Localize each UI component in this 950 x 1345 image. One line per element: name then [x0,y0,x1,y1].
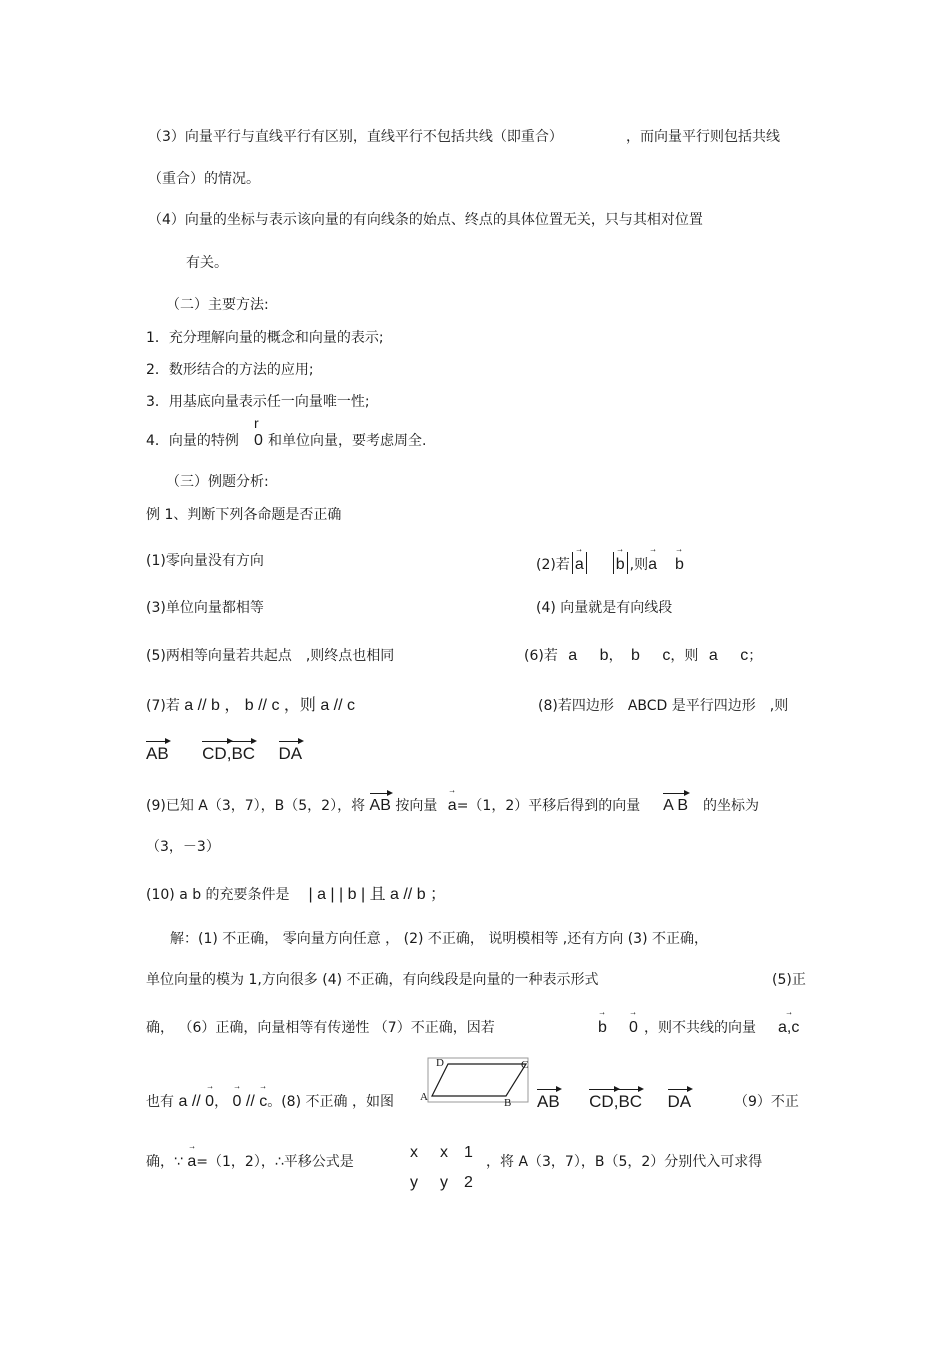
parallelogram-figure [418,1054,536,1110]
vertex-label-B: B [504,1097,512,1109]
q9-pre: (9)已知 A（3，7），B（5，2），将 [146,798,366,814]
l5-pre: 确，∵ [146,1154,183,1170]
zero-vector: 0 [254,432,263,449]
var-c: c [740,647,749,664]
paragraph-3 [148,128,563,146]
var-b: b [599,647,609,664]
method-4-pre: 4．向量的特例 [146,433,239,449]
question-2 [536,552,684,574]
var-c: c [662,647,671,664]
vector-a: → a [575,556,584,574]
question-7 [146,697,355,715]
vector-b [598,1019,607,1037]
abs-bar [627,552,628,574]
question-10 [146,886,446,904]
abs-bar [586,552,587,574]
q2-pre: (2)若 [536,557,570,573]
var-a: a [178,1093,188,1110]
question-8-formula [146,745,302,763]
vector-b-glyph: → b [598,1019,607,1037]
zero-vector-mark: r [254,415,259,431]
q2-mid: ,则 [629,557,649,573]
question-9-answer: （3，－3） [146,839,220,855]
vector-DA: DA [278,744,303,763]
solution-line-3-b: ，则不共线的向量 [644,1020,756,1036]
var-a: a [708,647,718,664]
solution-line-5-end: ，将 A（3，7），B（5，2）分别代入可求得 [486,1154,763,1170]
paragraph-4: （4）向量的坐标与表示该向量的有向线条的始点、终点的具体位置无关，只与其相对位置 [148,212,703,228]
section-heading-examples: （三）例题分析: [166,474,269,490]
paragraph-3-b: ，而向量平行则包括共线 [626,129,780,145]
abs-bar [572,552,573,574]
q10-pre: (10) a b 的充要条件是 [146,887,290,903]
var-a: a [568,647,578,664]
vertex-label-A: A [420,1091,428,1103]
abs-bar [613,552,614,574]
sys-x2: x [440,1144,448,1161]
q9-mid: 按向量 [395,798,438,814]
solution-line-2: 单位向量的模为 1,方向很多 (4) 不正确，有向线段是向量的一种表示形式 [146,972,599,988]
question-3: (3)单位向量都相等 [146,600,264,616]
q6-mid: ，则 [670,648,699,664]
q9-post: 的坐标为 [702,798,759,814]
solution-line-5 [146,1153,354,1171]
l4-mid: 。(8) 不正确 ，如图 [267,1094,394,1110]
zero-vector: → 0 [233,1093,242,1111]
sys-x: x [410,1144,418,1161]
solution-line-2-end: (5)正 [772,972,806,988]
comma: ， [214,1094,229,1110]
solution-8-formula [537,1093,691,1111]
sys-y2: y [440,1174,448,1191]
q6-end: ； [748,648,763,664]
solution-line-1: 解：(1) 不正确， 零向量方向任意 ， (2) 不正确， 说明模相等 ,还有方向 (3) 不正确， [170,931,708,947]
q7-pre: (7)若 [146,698,180,714]
vectors-ac [778,1019,799,1037]
question-8: (8)若四边形 ABCD 是平行四边形 ,则 [538,698,789,714]
question-4: (4) 向量就是有向线段 [536,600,673,616]
zero-vector: → 0 [205,1093,214,1111]
question-6: (6)若 a b， b c，则 a c； [524,647,763,664]
vector-DA: DA [667,1092,692,1111]
parallel-symbol: // [191,1093,201,1110]
sys-2: 2 [464,1174,473,1191]
vector-AB: AB [537,1092,560,1111]
vector-c: → c [259,1093,267,1111]
method-item: 3．用基底向量表示任一向量唯一性; [146,394,370,410]
solution-line-4-end: （9）不正 [734,1094,799,1110]
vector-AB: A B [663,797,689,814]
vectors-ac-glyph: → a,c [778,1019,799,1037]
vertex-label-C: C [521,1059,529,1071]
q7-formula: a // b ， b // c ，则 a // c [184,697,356,714]
method-item: 2．数形结合的方法的应用; [146,362,314,378]
vector-BC: BC [618,1092,643,1111]
paragraph-3-c: （重合）的情况。 [148,171,260,187]
solution-line-3: 确， （6）正确，向量相等有传递性 （7）不正确，因若 [146,1020,495,1036]
solution-line-4 [146,1093,394,1111]
section-heading-methods: （二）主要方法: [166,297,269,313]
vector-CD: CD, [202,744,232,763]
paragraph-3-part-a: （3）向量平行与直线平行有区别，直线平行不包括共线（即重合） [148,129,563,145]
vector-a: → a [187,1153,196,1171]
vector-CD: CD, [589,1092,619,1111]
paragraph-4-b: 有关。 [186,255,228,271]
vertex-label-D: D [436,1057,444,1069]
q9-eq: =（1，2）平移后得到的向量 [456,798,641,814]
example-title: 例 1、判断下列各命题是否正确 [146,507,342,523]
vector-b: → b [675,556,684,574]
method-4-post: 和单位向量，要考虑周全. [268,433,427,449]
method-item: 1．充分理解向量的概念和向量的表示; [146,330,384,346]
vector-AB: AB [146,744,169,763]
parallel-symbol: // [245,1093,255,1110]
l4-pre: 也有 [146,1094,174,1110]
vector-AB: AB [369,797,391,814]
zero-vector [629,1019,638,1037]
question-9 [146,797,759,815]
zero-vector-glyph: → 0 [629,1019,638,1037]
var-b: b [631,647,640,664]
translation-system [410,1138,473,1198]
vector-BC: BC [231,744,256,763]
method-item-4 [146,432,239,450]
question-1: (1)零向量没有方向 [146,553,264,569]
q6-pre: (6)若 [524,648,558,664]
sys-y: y [410,1174,418,1191]
vector-a: → a [648,556,657,574]
vector-b: → b [616,556,625,574]
question-5: (5)两相等向量若共起点 ,则终点也相同 [146,648,395,664]
parallelogram-shape [432,1064,526,1096]
l5-mid: =（1，2），∴平移公式是 [196,1154,354,1170]
sys-1: 1 [464,1144,473,1161]
q10-formula: | a | | b | 且 a // b ； [308,886,447,903]
vector-a: → a [448,797,457,815]
